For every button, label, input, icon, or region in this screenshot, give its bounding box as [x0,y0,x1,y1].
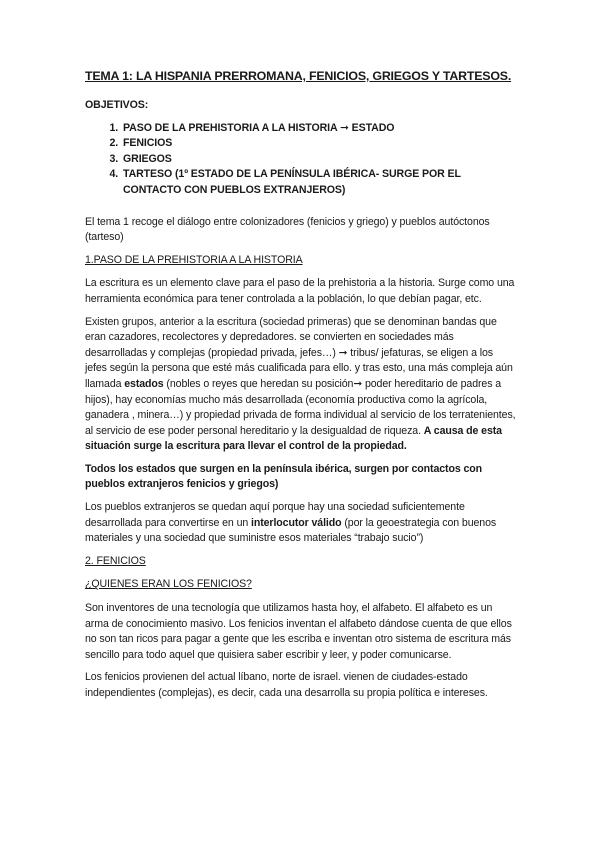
bold-conclusion: A causa de esta situación surge la escritura para llevar el control de la propiedad. [85,424,502,453]
section2-paragraph-2: Los fenicios provienen del actual líbano, norte de israel. vienen de ciudades-estado independientes (complejas), es decir, cada una desarrolla su propia política e intereses. [85,671,488,699]
paragraph-text: Existen grupos, anterior a la escritura (sociedad primeras) que se denominan bandas que eran cazadores, recolectores y depredadores. se convierten en sociedades más desarrolladas y complejas (propiedad privada, jefes…) ➞ tribus/ jefaturas, se eligen a los jefes según la persona que esté más cualificada para ello. y tras esto, una más compleja aún llamada [85,315,513,390]
bold-term-interlocutor: interlocutor válido [251,516,342,529]
objective-item: 2. FENICIOS [121,136,517,152]
paragraph-text: Los pueblos extranjeros se quedan aquí porque hay una sociedad suficientemente desarrollada para convertirse en un [85,501,465,529]
bold-term-estados: estados [124,377,164,390]
section1-paragraph-2 [85,315,517,455]
section1-paragraph-1: La escritura es un elemento clave para el paso de la prehistoria a la historia. Surge como una herramienta económica para tener controlada a la población, lo que debían pagar, etc. [85,277,515,305]
section1-paragraph-3: Todos los estados que surgen en la península ibérica, surgen por contactos con pueblos extranjeros fenicios y griegos) [85,462,483,491]
section2-heading: 2. FENICIOS [85,554,146,567]
paragraph-text: (por la geoestrategia con buenos materiales y una sociedad que suministre esos materiales “trabajo sucio”) [85,516,497,545]
objectives-list [85,121,517,199]
objectives-label: OBJETIVOS: [85,99,149,111]
section1-heading: 1.PASO DE LA PREHISTORIA A LA HISTORIA [85,253,303,266]
objective-item: 1. PASO DE LA PREHISTORIA A LA HISTORIA ➞ ESTADO [121,121,517,137]
document-title: TEMA 1: LA HISPANIA PRERROMANA, FENICIOS, GRIEGOS Y TARTESOS. [85,69,512,83]
intro-paragraph: El tema 1 recoge el diálogo entre colonizadores (fenicios y griego) y pueblos autóctonos (tarteso) [85,215,490,244]
objective-item: 4. TARTESO (1º ESTADO DE LA PENÍNSULA IBÉRICA- SURGE POR EL CONTACTO CON PUEBLOS EXTRANJEROS) [121,167,517,198]
section1-paragraph-4 [85,500,517,547]
section2-subheading: ¿QUIENES ERAN LOS FENICIOS? [85,578,252,591]
section2-paragraph-1: Son inventores de una tecnología que utilizamos hasta hoy, el alfabeto. El alfabeto es un arma de conocimiento masivo. Los fenicios inventan el alfabeto dándose cuenta de que ellos no son tan ricos para pagar a gente que les escriba e inventan otro sistema de escritura más sencillo para todo aquel que quisiera saber escribir y leer, y poder comunicarse. [85,602,512,661]
objective-item: 3. GRIEGOS [121,152,517,168]
document-body [85,68,517,709]
paragraph-text: (nobles o reyes que heredan su posición➞ poder hereditario de padres a hijos), hay economías mucho más desarrollada (economía productiva como la agrícola, ganadera , minera…) y propiedad privada de forma individual al servicio de los terratenientes, al servicio de ese poder personal hereditario y la desigualdad de riqueza. [85,377,516,437]
